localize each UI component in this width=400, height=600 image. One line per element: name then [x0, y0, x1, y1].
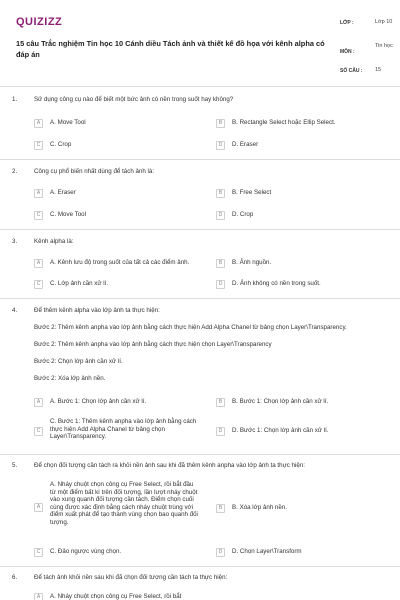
- question-step: Bước 2: Thêm kênh anpha vào lớp ảnh bằng cách thực hiện chọn Layer\Transparency: [34, 341, 272, 348]
- question-number: 4.: [12, 307, 18, 314]
- meta-count-label: SỐ CÂU :: [340, 68, 363, 74]
- option-letter-box: C: [34, 427, 43, 436]
- option-text: B. Ảnh nguồn.: [232, 259, 272, 266]
- header-divider: [0, 86, 400, 87]
- option-letter-box: A: [34, 593, 43, 600]
- option-text: A. Bước 1: Chọn lớp ảnh cần xử lí.: [50, 398, 147, 405]
- option-text: D. Eraser: [232, 141, 259, 148]
- meta-class-label: LỚP :: [340, 20, 354, 26]
- worksheet-meta: [340, 14, 396, 86]
- meta-class-value: Lớp 10: [375, 19, 393, 25]
- option-letter-box: A: [34, 189, 43, 198]
- question-number: 5.: [12, 462, 18, 469]
- option-letter-box: C: [34, 548, 43, 557]
- option-letter-box: B: [216, 259, 225, 268]
- option-text: A. Move Tool: [50, 119, 86, 126]
- quizizz-logo: QUIZIZZ: [16, 16, 63, 28]
- question-step: Bước 2: Thêm kênh anpha vào lớp ảnh bằng cách thực hiện Add Alpha Chanel từ bảng chọn Layer\Transparency.: [34, 324, 347, 331]
- option-letter-box: A: [34, 119, 43, 128]
- question-text: Để thêm kênh alpha vào lớp ảnh ta thực hiện:: [34, 307, 160, 314]
- option-text: B. Free Select: [232, 189, 272, 196]
- meta-count-row: [340, 64, 396, 86]
- option-text: B. Rectangle Select hoặc Ellip Select.: [232, 119, 336, 126]
- option-text: C. Crop: [50, 141, 72, 148]
- question-number: 2.: [12, 168, 18, 175]
- question-divider: [0, 298, 400, 299]
- question-divider: [0, 566, 400, 567]
- option-letter-box: C: [34, 280, 43, 289]
- meta-subject-value: Tin học: [375, 43, 393, 49]
- question-number: 3.: [12, 238, 18, 245]
- option-text: D. Crop: [232, 211, 254, 218]
- question-divider: [0, 159, 400, 160]
- question-divider: [0, 229, 400, 230]
- meta-class-row: [340, 14, 396, 38]
- option-letter-box: C: [34, 211, 43, 220]
- option-text: C. Move Tool: [50, 211, 86, 218]
- option-text: D. Ảnh không có nền trong suốt.: [232, 280, 321, 287]
- question-text: Để chọn đối tượng cần tách ra khỏi nền ảnh sau khi đã thêm kênh anpha vào lớp ảnh ta thực hiện:: [34, 462, 305, 469]
- option-text: C. Đảo ngược vùng chọn.: [50, 548, 122, 555]
- option-letter-box: A: [34, 398, 43, 407]
- option-letter-box: B: [216, 398, 225, 407]
- option-text: B. Bước 1: Chọn lớp ảnh cần xử lí.: [232, 398, 329, 405]
- option-letter-box: A: [34, 259, 43, 268]
- option-text: C. Lớp ảnh cần xử lí.: [50, 280, 109, 287]
- option-letter-box: D: [216, 211, 225, 220]
- question-step: Bước 2: Chọn lớp ảnh cần xử lí.: [34, 358, 123, 365]
- option-letter-box: D: [216, 427, 225, 436]
- worksheet-title: 15 câu Trắc nghiệm Tin học 10 Cánh diều Tách ảnh và thiết kế đồ họa với kênh alpha có đáp án: [16, 39, 325, 59]
- meta-subject-row: [340, 38, 396, 64]
- option-letter-box: D: [216, 280, 225, 289]
- option-text: A. Nháy chuột chọn công cụ Free Select, rồi bắt: [50, 593, 182, 600]
- worksheet-header: [10, 8, 393, 82]
- question-text: Để tách ảnh khỏi nền sau khi đã chọn đối tượng cần tách ta thực hiện:: [34, 574, 228, 581]
- question-divider: [0, 454, 400, 455]
- option-letter-box: C: [34, 141, 43, 150]
- option-text: A. Eraser: [50, 189, 76, 196]
- meta-subject-label: MÔN :: [340, 49, 355, 55]
- option-text: A. Kênh lưu độ trong suốt của tất cả các điểm ảnh.: [50, 259, 190, 266]
- option-letter-box: B: [216, 504, 225, 513]
- question-step: Bước 2: Xóa lớp ảnh nền.: [34, 375, 106, 382]
- option-letter-box: D: [216, 141, 225, 150]
- question-text: Sử dụng công cụ nào để biết một bức ảnh có nền trong suốt hay không?: [34, 96, 234, 103]
- option-letter-box: A: [34, 503, 43, 512]
- option-text: A. Nháy chuột chọn công cụ Free Select, rồi bắt đầu từ một điểm bất kì trên đối tượng, lần lượt nháy chuột vào xung quanh đối tượng cần tách. Điểm chọn cuối cùng được xác định bằng cách nháy chuột trùng với điểm xuất phát để tạo thành vùng chọn bao quanh đối tượng.: [50, 481, 198, 526]
- question-text: Kênh alpha là:: [34, 238, 74, 245]
- question-number: 6.: [12, 574, 18, 581]
- option-text: C. Bước 1: Thêm kênh anpha vào lớp ảnh bằng cách thực hiện Add Alpha Chanel từ bảng chọn Layer\Transparency.: [50, 418, 197, 441]
- option-letter-box: B: [216, 119, 225, 128]
- question-text: Công cụ phổ biến nhất dùng để tách ảnh là:: [34, 168, 155, 175]
- option-letter-box: B: [216, 189, 225, 198]
- option-text: D. Chọn Layer\Transform: [232, 548, 302, 555]
- option-text: D. Bước 1: Chọn lớp ảnh cần xử lí.: [232, 427, 329, 434]
- option-text: B. Xóa lớp ảnh nền.: [232, 504, 287, 511]
- option-letter-box: D: [216, 548, 225, 557]
- meta-count-value: 15: [375, 67, 382, 73]
- question-number: 1.: [12, 96, 18, 103]
